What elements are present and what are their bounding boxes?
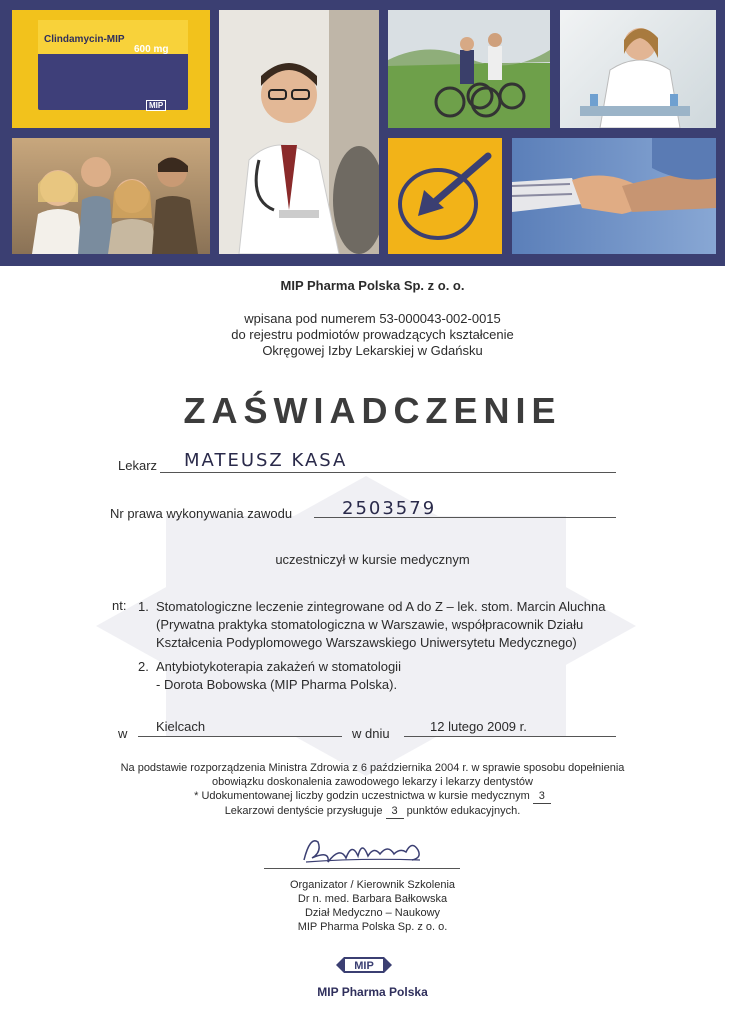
points-post: punktów edukacyjnych. bbox=[406, 805, 521, 817]
signature-image bbox=[300, 832, 430, 868]
date-label: w dniu bbox=[352, 726, 390, 741]
doctor-name-line bbox=[160, 472, 616, 473]
participation-text: uczestniczył w kursie medycznym bbox=[275, 552, 470, 567]
points-value: 3 bbox=[386, 804, 404, 819]
course-text bbox=[156, 658, 401, 694]
organizer-line: Organizator / Kierownik Szkolenia bbox=[289, 879, 456, 891]
laboratory-photo bbox=[560, 10, 716, 128]
course-text bbox=[156, 598, 605, 652]
package-logo: MIP bbox=[146, 100, 166, 111]
doctor-label: Lekarz bbox=[118, 458, 158, 473]
footer-company-name: MIP Pharma Polska bbox=[317, 985, 428, 999]
registration-line: Okręgowej Izby Lekarskiej w Gdańsku bbox=[262, 343, 483, 358]
hours-text: * Udokumentowanej liczby godzin uczestnictwa w kursie medycznym bbox=[194, 790, 530, 802]
organizer-line: Dział Medyczno – Naukowy bbox=[304, 907, 441, 919]
handshake-photo bbox=[512, 138, 716, 254]
date-value: 12 lutego 2009 r. bbox=[430, 719, 527, 734]
legal-line: Na podstawie rozporządzenia Ministra Zdrowia z 6 października 2004 r. w sprawie sposobu dopełnienia bbox=[120, 762, 625, 774]
lab-worker-illustration bbox=[560, 10, 716, 128]
course-line: (Prywatna praktyka stomatologiczna w Warszawie, współpracownik Działu bbox=[156, 617, 584, 632]
legal-line: obowiązku doskonalenia zawodowego lekarzy i lekarzy dentystów bbox=[211, 776, 533, 788]
doctor-name: MATEUSZ KASA bbox=[184, 450, 348, 471]
organizer-block bbox=[0, 878, 745, 934]
registration-block bbox=[0, 311, 745, 359]
handshake-illustration bbox=[512, 138, 716, 254]
organizer-line: Dr n. med. Barbara Bałkowska bbox=[297, 893, 448, 905]
course-line: Stomatologiczne leczenie zintegrowane od A do Z – lek. stom. Marcin Aluchna bbox=[156, 599, 606, 614]
points-pre: Lekarzowi dentyście przysługuje bbox=[224, 805, 383, 817]
family-group-photo bbox=[12, 138, 210, 254]
legal-points bbox=[0, 804, 745, 819]
organization-name: MIP Pharma Polska Sp. z o. o. bbox=[280, 278, 465, 293]
license-label: Nr prawa wykonywania zawodu bbox=[110, 506, 293, 521]
arrow-graphic bbox=[388, 138, 502, 254]
doctor-photo bbox=[219, 10, 379, 254]
cyclists-photo bbox=[388, 10, 550, 128]
logo-text: MIP bbox=[354, 960, 374, 972]
organizer-line: MIP Pharma Polska Sp. z o. o. bbox=[297, 921, 448, 933]
product-box-photo bbox=[12, 10, 210, 128]
group-illustration bbox=[12, 138, 210, 254]
mip-logo bbox=[336, 954, 392, 976]
course-number: 1. bbox=[138, 599, 149, 614]
course-line: - Dorota Bobowska (MIP Pharma Polska). bbox=[156, 677, 398, 692]
cyclists-illustration bbox=[388, 10, 550, 128]
legal-basis bbox=[0, 761, 745, 819]
package-title: Clindamycin-MIP bbox=[44, 34, 125, 45]
doctor-illustration bbox=[219, 10, 379, 254]
course-line: Antybiotykoterapia zakażeń w stomatologii bbox=[156, 659, 401, 674]
courses-prefix: nt: bbox=[112, 598, 127, 613]
place-value: Kielcach bbox=[156, 719, 206, 734]
arrow-circle-icon bbox=[388, 138, 502, 254]
package-strength: 600 mg bbox=[134, 44, 169, 55]
certificate-title: ZAŚWIADCZENIE bbox=[183, 390, 562, 431]
course-number: 2. bbox=[138, 659, 149, 674]
registration-line: do rejestru podmiotów prowadzących kształcenie bbox=[231, 327, 514, 342]
license-number: 2503579 bbox=[342, 498, 437, 519]
date-line bbox=[404, 736, 616, 737]
hours-value: 3 bbox=[533, 789, 551, 804]
course-line: Kształcenia Podyplomowego Warszawskiego Uniwersytetu Medycznego) bbox=[156, 635, 577, 650]
registration-line: wpisana pod numerem 53-000043-002-0015 bbox=[244, 311, 501, 326]
place-label: w bbox=[118, 726, 128, 741]
signature-line bbox=[264, 868, 460, 869]
place-line bbox=[138, 736, 342, 737]
legal-hours bbox=[0, 789, 745, 804]
